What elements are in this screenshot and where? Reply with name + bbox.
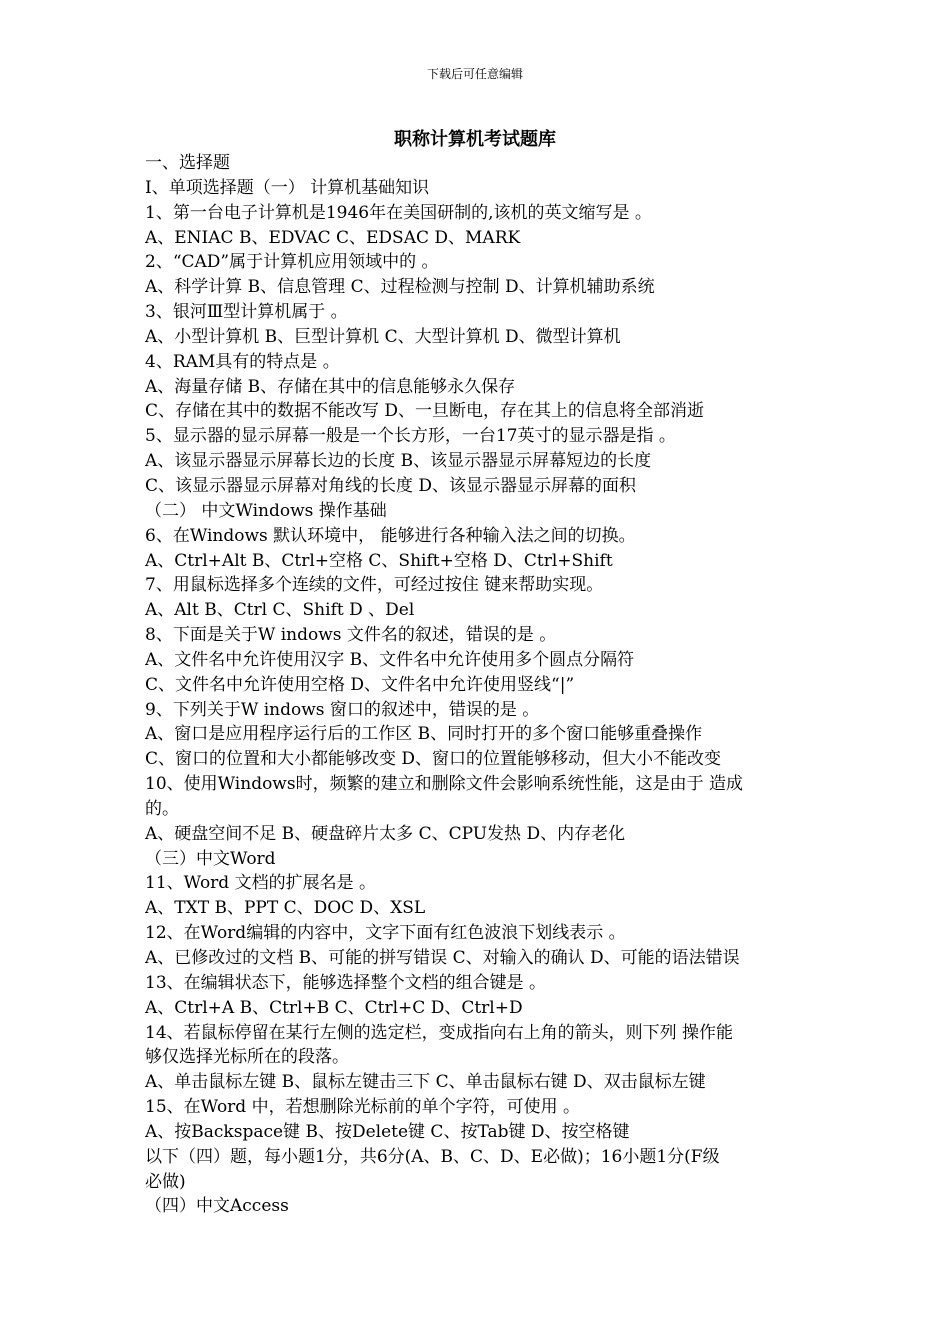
text-line: A、ENIAC B、EDVAC C、EDSAC D、MARK bbox=[145, 227, 521, 248]
text-line: 9、下列关于W indows 窗口的叙述中，错误的是 。 bbox=[145, 699, 540, 720]
text-line: Ⅰ、单项选择题（一） 计算机基础知识 bbox=[145, 177, 430, 198]
text-line: A、Ctrl+Alt B、Ctrl+空格 C、Shift+空格 D、Ctrl+Shift bbox=[145, 550, 613, 571]
text-line: A、科学计算 B、信息管理 C、过程检测与控制 D、计算机辅助系统 bbox=[145, 277, 655, 298]
text-line: A、硬盘空间不足 B、硬盘碎片太多 C、CPU发热 D、内存老化 bbox=[145, 823, 626, 844]
text-line: 14、若鼠标停留在某行左侧的选定栏，变成指向右上角的箭头，则下列 操作能 bbox=[145, 1022, 734, 1043]
text-line: 以下（四）题，每小题1分，共6分(A、B、C、D、E必做)；16小题1分(F级 bbox=[145, 1146, 720, 1167]
text-line: A、该显示器显示屏幕长边的长度 B、该显示器显示屏幕短边的长度 bbox=[145, 451, 652, 472]
text-line: （四）中文Access bbox=[145, 1196, 289, 1217]
text-line: A、文件名中允许使用汉字 B、文件名中允许使用多个圆点分隔符 bbox=[145, 649, 635, 670]
text-line: 一、选择题 bbox=[145, 153, 230, 173]
text-line: C、该显示器显示屏幕对角线的长度 D、该显示器显示屏幕的面积 bbox=[145, 475, 637, 496]
text-line: C、文件名中允许使用空格 D、文件名中允许使用竖线“|” bbox=[145, 674, 575, 695]
text-line: 15、在Word 中，若想删除光标前的单个字符，可使用 。 bbox=[145, 1097, 581, 1118]
text-line: 必做) bbox=[145, 1171, 186, 1192]
text-line: A、TXT B、PPT C、DOC D、XSL bbox=[145, 898, 426, 919]
text-line: 2、“CAD”属于计算机应用领域中的 。 bbox=[145, 252, 439, 273]
text-line: A、Ctrl+A B、Ctrl+B C、Ctrl+C D、Ctrl+D bbox=[145, 997, 523, 1018]
text-line: 6、在Windows 默认环境中， 能够进行各种输入法之间的切换。 bbox=[145, 525, 636, 546]
text-line: 10、使用Windows时，频繁的建立和删除文件会影响系统性能，这是由于 造成 bbox=[145, 774, 743, 795]
text-line: 8、下面是关于W indows 文件名的叙述，错误的是 。 bbox=[145, 625, 557, 646]
text-line: 3、银河Ⅲ型计算机属于 。 bbox=[145, 302, 348, 323]
text-line: （三）中文Word bbox=[145, 848, 276, 869]
text-line: A、Alt B、Ctrl C、Shift D 、Del bbox=[145, 600, 415, 621]
text-line: A、海量存储 B、存储在其中的信息能够永久保存 bbox=[145, 376, 516, 397]
text-line: A、单击鼠标左键 B、鼠标左键击三下 C、单击鼠标右键 D、双击鼠标左键 bbox=[145, 1072, 706, 1093]
header-note: 下载后可任意编辑 bbox=[426, 67, 523, 81]
text-line: 5、显示器的显示屏幕一般是一个长方形，一台17英寸的显示器是指 。 bbox=[145, 426, 676, 447]
text-line: 12、在Word编辑的内容中，文字下面有红色波浪下划线表示 。 bbox=[145, 923, 626, 944]
document-title: 职称计算机考试题库 bbox=[394, 129, 556, 150]
text-line: 够仅选择光标所在的段落。 bbox=[145, 1047, 349, 1068]
text-line: 11、Word 文档的扩展名是 。 bbox=[145, 873, 377, 894]
text-line: C、存储在其中的数据不能改写 D、一旦断电，存在其上的信息将全部消逝 bbox=[145, 401, 705, 422]
text-line: C、窗口的位置和大小都能够改变 D、窗口的位置能够移动，但大小不能改变 bbox=[145, 749, 722, 770]
text-line: A、窗口是应用程序运行后的工作区 B、同时打开的多个窗口能够重叠操作 bbox=[145, 724, 703, 745]
text-line: 1、第一台电子计算机是1946年在美国研制的,该机的英文缩写是 。 bbox=[145, 202, 652, 223]
text-line: A、按Backspace键 B、按Delete键 C、按Tab键 D、按空格键 bbox=[145, 1121, 630, 1142]
document-body bbox=[145, 151, 810, 1219]
text-line: 4、RAM具有的特点是 。 bbox=[145, 351, 340, 372]
text-line: A、已修改过的文档 B、可能的拼写错误 C、对输入的确认 D、可能的语法错误 bbox=[145, 948, 740, 968]
text-line: A、小型计算机 B、巨型计算机 C、大型计算机 D、微型计算机 bbox=[145, 326, 621, 347]
text-line: 7、用鼠标选择多个连续的文件，可经过按住 键来帮助实现。 bbox=[145, 575, 604, 596]
text-line: 13、在编辑状态下，能够选择整个文档的组合键是 。 bbox=[145, 972, 547, 993]
text-line: 的。 bbox=[145, 798, 179, 819]
text-line: （二） 中文Windows 操作基础 bbox=[145, 500, 387, 521]
